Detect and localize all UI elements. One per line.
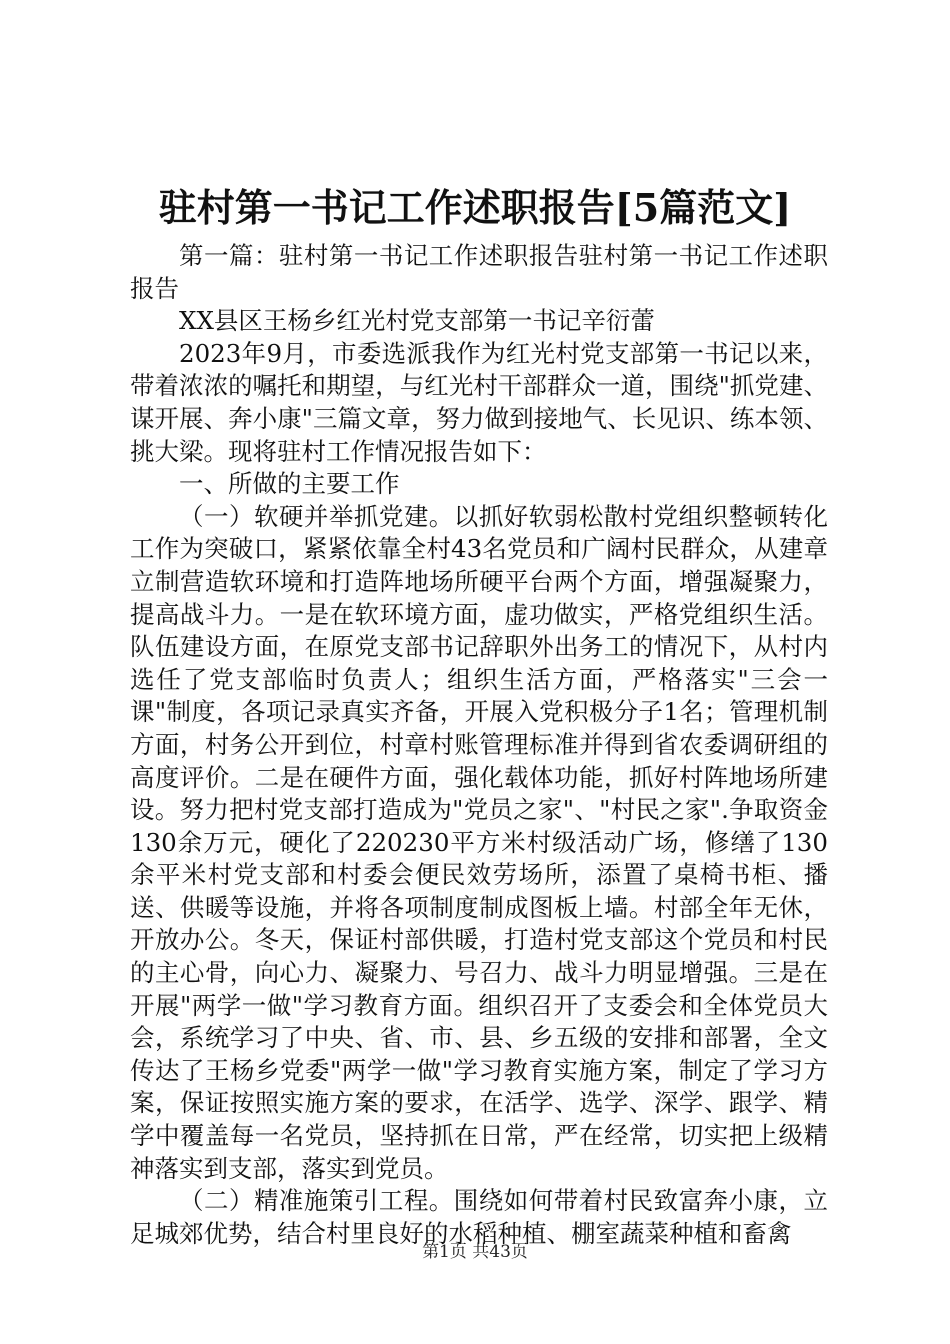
document-title: 驻村第一书记工作述职报告[5篇范文] <box>158 185 792 230</box>
paragraph-introduction: 2023年9月，市委选派我作为红光村党支部第一书记以来，带着浓浓的嘱托和期望，与红光村干部群众一道，围绕"抓党建、谋开展、奔小康"三篇文章，努力做到接地气、长见识、练本领、挑大梁。现将驻村工作情况报告如下： <box>130 338 828 466</box>
page-footer: 第1页 共43页 <box>422 1242 528 1262</box>
paragraph-precise-policy: （二）精准施策引工程。围绕如何带着村民致富奔小康，立足城郊优势，结合村里良好的水稻种植、棚室蔬菜种植和畜禽 <box>130 1186 828 1248</box>
paragraph-chapter-heading: 第一篇：驻村第一书记工作述职报告驻村第一书记工作述职报告 <box>130 241 828 303</box>
paragraph-party-building: （一）软硬并举抓党建。以抓好软弱松散村党组织整顿转化工作为突破口，紧紧依靠全村43名党员和广阔村民群众，从建章立制营造软环境和打造阵地场所硬平台两个方面，增强凝聚力，提高战斗力。一是在软环境方面，虚功做实，严格党组织生活。队伍建设方面，在原党支部书记辞职外出务工的情况下，从村内选任了党支部临时负责人；组织生活方面，严格落实"三会一课"制度，各项记录真实齐备，开展入党积极分子1名；管理机制方面，村务公开到位，村章村账管理标准并得到省农委调研组的高度评价。二是在硬件方面，强化载体功能，抓好村阵地场所建设。努力把村党支部打造成为"党员之家"、"村民之家".争取资金130余万元，硬化了220230平方米村级活动广场，修缮了130余平米村党支部和村委会便民效劳场所，添置了桌椅书柜、播送、供暖等设施，并将各项制度制成图板上墙。村部全年无休，开放办公。冬天，保证村部供暖，打造村党支部这个党员和村民的主心骨，向心力、凝聚力、号召力、战斗力明显增强。三是在开展"两学一做"学习教育方面。组织召开了支委会和全体党员大会，系统学习了中央、省、市、县、乡五级的安排和部署，全文传达了王杨乡党委"两学一做"学习教育实施方案，制定了学习方案，保证按照实施方案的要求，在活学、选学、深学、跟学、精学中覆盖每一名党员，坚持抓在日常，严在经常，切实把上级精神落实到支部，落实到党员。 <box>130 501 828 1183</box>
paragraph-author-line: XX县区王杨乡红光村党支部第一书记辛衍蕾 <box>179 306 655 336</box>
document-body <box>130 240 828 1250</box>
paragraph-section-heading: 一、所做的主要工作 <box>179 469 400 499</box>
